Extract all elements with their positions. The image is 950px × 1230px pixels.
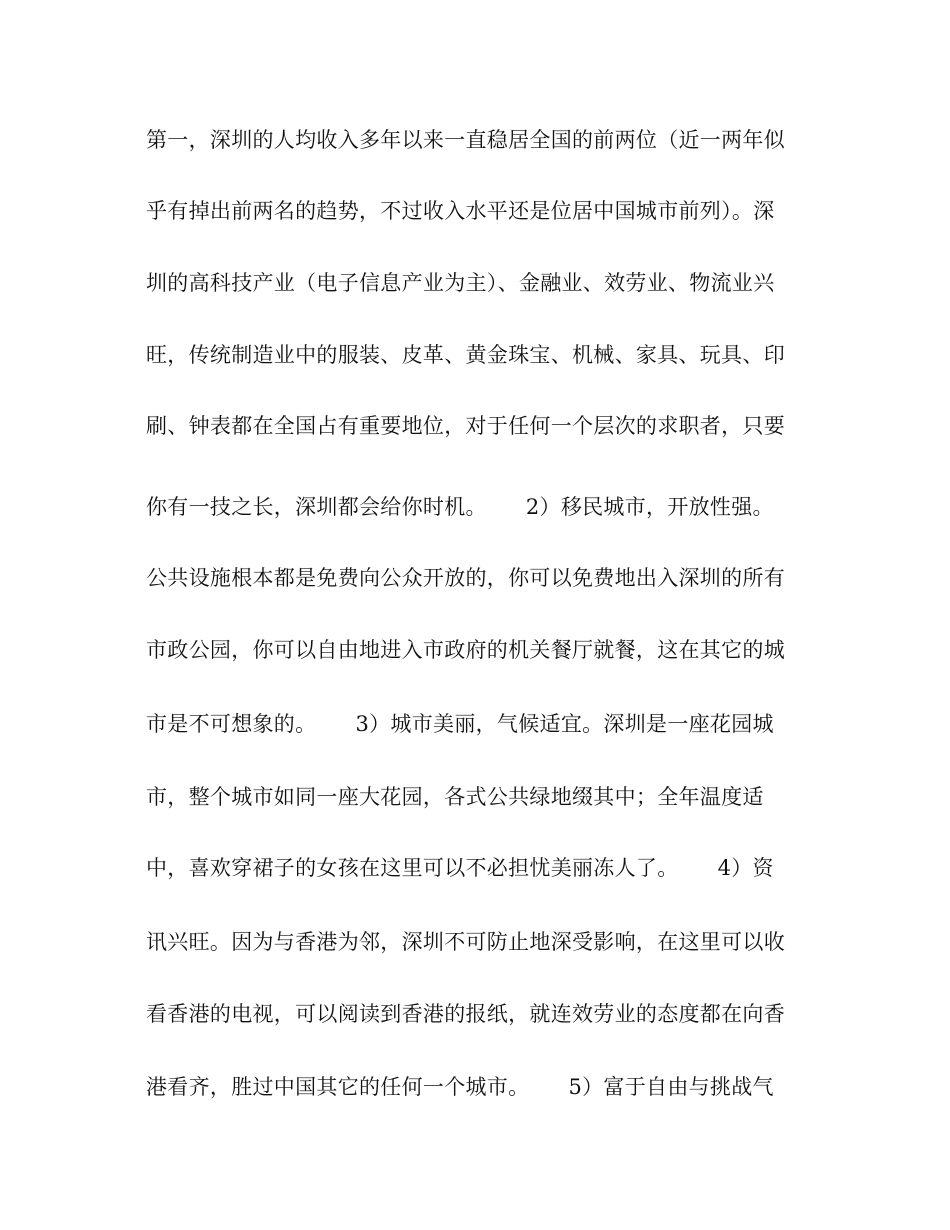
text-line-2: 乎有掉出前两名的趋势，不过收入水平还是位居中国城市前列）。深: [146, 199, 775, 223]
text-line-8: 市政公园，你可以自由地进入市政府的机关餐厅就餐，这在其它的城: [146, 638, 785, 662]
text-line-10: 市，整个城市如同一座大花园，各式公共绿地缀其中；全年温度适: [146, 785, 764, 809]
text-line-6: 你有一技之长，深圳都会给你时机。 2）移民城市，开放性强。: [146, 495, 774, 519]
text-line-14: 港看齐，胜过中国其它的任何一个城市。 5）富于自由与挑战气: [146, 1075, 774, 1099]
text-line-4: 旺，传统制造业中的服装、皮革、黄金珠宝、机械、家具、玩具、印: [146, 343, 785, 367]
text-line-5: 刷、钟表都在全国占有重要地位，对于任何一个层次的求职者，只要: [146, 414, 785, 438]
text-line-7: 公共设施根本都是免费向公众开放的，你可以免费地出入深圳的所有: [146, 566, 785, 590]
text-line-12: 讯兴旺。因为与香港为邻，深圳不可防止地深受影响，在这里可以收: [146, 930, 785, 954]
text-line-3: 圳的高科技产业（电子信息产业为主）、金融业、效劳业、物流业兴: [146, 271, 775, 295]
text-line-9: 市是不可想象的。 3）城市美丽，气候适宜。深圳是一座花园城: [146, 712, 774, 736]
text-line-11: 中，喜欢穿裙子的女孩在这里可以不必担忧美丽冻人了。 4）资: [146, 856, 774, 880]
text-line-13: 看香港的电视，可以阅读到香港的报纸，就连效劳业的态度都在向香: [146, 1002, 785, 1026]
text-line-1: 第一，深圳的人均收入多年以来一直稳居全国的前两位（近一两年似: [146, 128, 785, 152]
